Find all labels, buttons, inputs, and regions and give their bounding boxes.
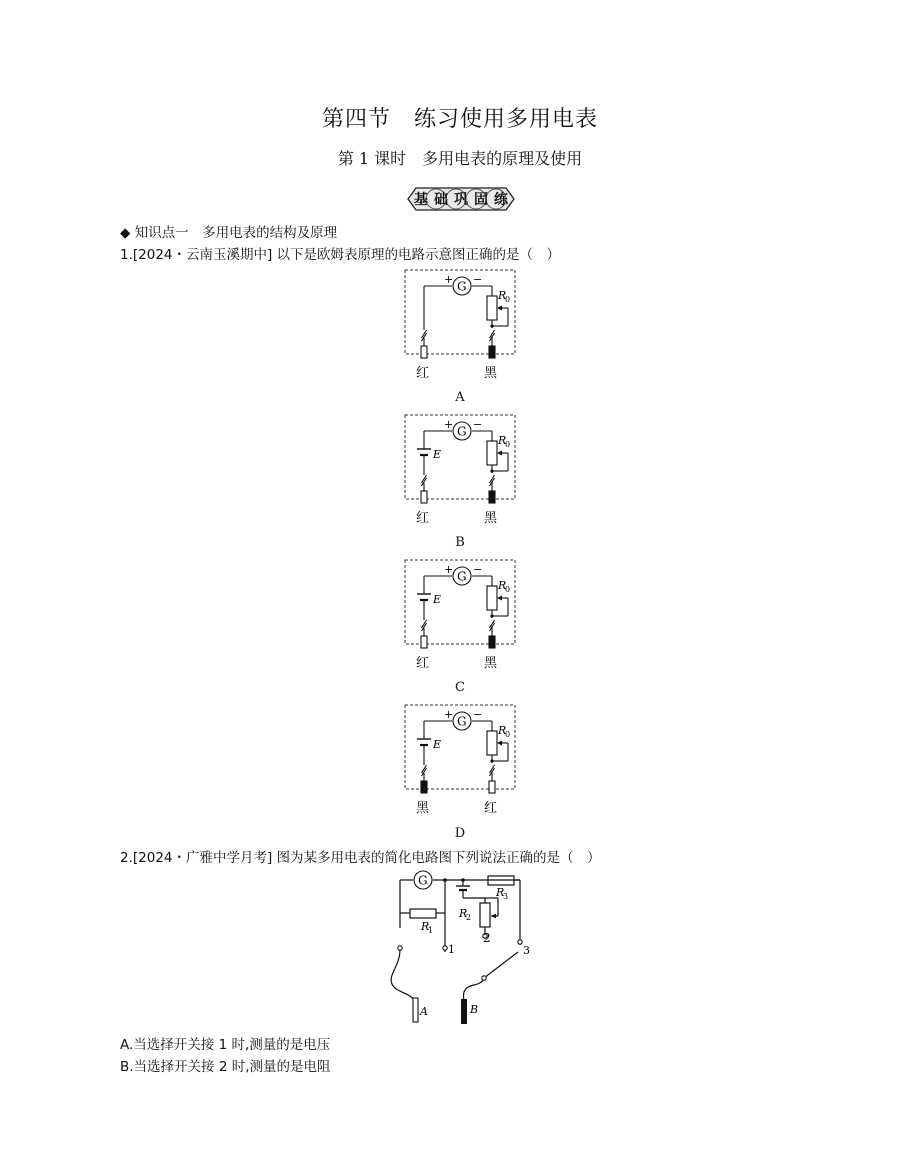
- rheostat-icon: [487, 586, 497, 610]
- terminal-3-label: 3: [523, 944, 530, 957]
- r0-label: R: [498, 579, 507, 592]
- black-probe-icon: [489, 346, 495, 358]
- galvanometer-label: G: [457, 279, 467, 294]
- slider-arrow-icon: [497, 306, 502, 311]
- r0-label: R: [498, 289, 507, 302]
- circuit-option-b: [400, 413, 520, 529]
- galvanometer-label: G: [457, 569, 467, 584]
- left-probe-label: 红: [416, 366, 430, 381]
- r0-subscript: 0: [505, 295, 511, 304]
- choice-a: A.当选择开关接 1 时,测量的是电压: [120, 1037, 331, 1053]
- probe-b-label: B: [470, 1003, 479, 1016]
- red-probe-icon: [421, 346, 427, 358]
- left-probe-label: 红: [416, 656, 430, 671]
- red-probe-icon: [421, 491, 427, 503]
- right-probe-label: 黑: [484, 656, 498, 671]
- option-b-label: B: [455, 535, 465, 550]
- black-probe-icon: [421, 781, 427, 793]
- slider-arrow-icon: [497, 451, 502, 456]
- battery-e-label: E: [433, 448, 442, 461]
- choice-b: B.当选择开关接 2 时,测量的是电阻: [120, 1059, 331, 1075]
- option-d-label: D: [454, 826, 466, 841]
- terminal-1-label: 1: [448, 943, 455, 956]
- minus-sign: −: [473, 273, 483, 286]
- question-1-stem: 1.[2024・云南玉溪期中] 以下是欧姆表原理的电路示意图正确的是（ ）: [120, 247, 561, 263]
- r0-subscript: 0: [505, 730, 511, 739]
- rheostat-icon: [487, 731, 497, 755]
- probe-a-label: A: [420, 1005, 428, 1018]
- red-probe-icon: [489, 781, 495, 793]
- plus-sign: +: [444, 418, 454, 431]
- r3-subscript: 3: [503, 892, 509, 901]
- option-c-label: C: [455, 680, 465, 695]
- r0-subscript: 0: [505, 440, 511, 449]
- left-probe-label: 红: [416, 511, 430, 526]
- r3-label: R: [496, 886, 505, 899]
- section-banner: [402, 185, 520, 213]
- right-probe-label: 红: [484, 801, 498, 816]
- r0-subscript: 0: [505, 585, 511, 594]
- minus-sign: −: [473, 418, 483, 431]
- rheostat-icon: [487, 296, 497, 320]
- r2-label: R: [459, 907, 468, 920]
- lesson-subtitle: 第 1 课时 多用电表的原理及使用: [337, 149, 583, 168]
- terminal-2-label: 2: [483, 931, 491, 945]
- black-probe-icon: [461, 999, 467, 1024]
- r0-label: R: [498, 434, 507, 447]
- circuit-option-d: [400, 703, 520, 819]
- option-a-label: A: [455, 390, 465, 405]
- black-probe-icon: [489, 636, 495, 648]
- multimeter-circuit-diagram: [370, 866, 560, 1030]
- circuit-option-a: [400, 268, 520, 384]
- r2-subscript: 2: [466, 913, 472, 922]
- junction-dot: [490, 759, 493, 762]
- galvanometer-label: G: [418, 873, 428, 888]
- galvanometer-label: G: [457, 424, 467, 439]
- r1-subscript: 1: [428, 926, 434, 935]
- right-probe-label: 黑: [484, 366, 498, 381]
- question-2-stem: 2.[2024・广雅中学月考] 图为某多用电表的简化电路图下列说法正确的是（ ）: [120, 850, 601, 866]
- banner-text: 基础巩固练: [414, 192, 514, 208]
- r1-label: R: [421, 920, 430, 933]
- slider-arrow-icon: [497, 741, 502, 746]
- r0-label: R: [498, 724, 507, 737]
- page-title: 第四节 练习使用多用电表: [321, 107, 598, 132]
- plus-sign: +: [444, 563, 454, 576]
- slider-arrow-icon: [497, 596, 502, 601]
- minus-sign: −: [473, 563, 483, 576]
- galvanometer-label: G: [457, 714, 467, 729]
- left-probe-label: 黑: [416, 801, 430, 816]
- minus-sign: −: [473, 708, 483, 721]
- battery-e-label: E: [433, 738, 442, 751]
- plus-sign: +: [444, 273, 454, 286]
- right-probe-label: 黑: [484, 511, 498, 526]
- red-probe-icon: [421, 636, 427, 648]
- section-heading: ◆ 知识点一 多用电表的结构及原理: [120, 225, 338, 241]
- junction-dot: [490, 614, 493, 617]
- plus-sign: +: [444, 708, 454, 721]
- battery-e-label: E: [433, 593, 442, 606]
- circuit-option-c: [400, 558, 520, 674]
- rheostat-icon: [487, 441, 497, 465]
- black-probe-icon: [489, 491, 495, 503]
- junction-dot: [490, 469, 493, 472]
- junction-dot: [490, 324, 493, 327]
